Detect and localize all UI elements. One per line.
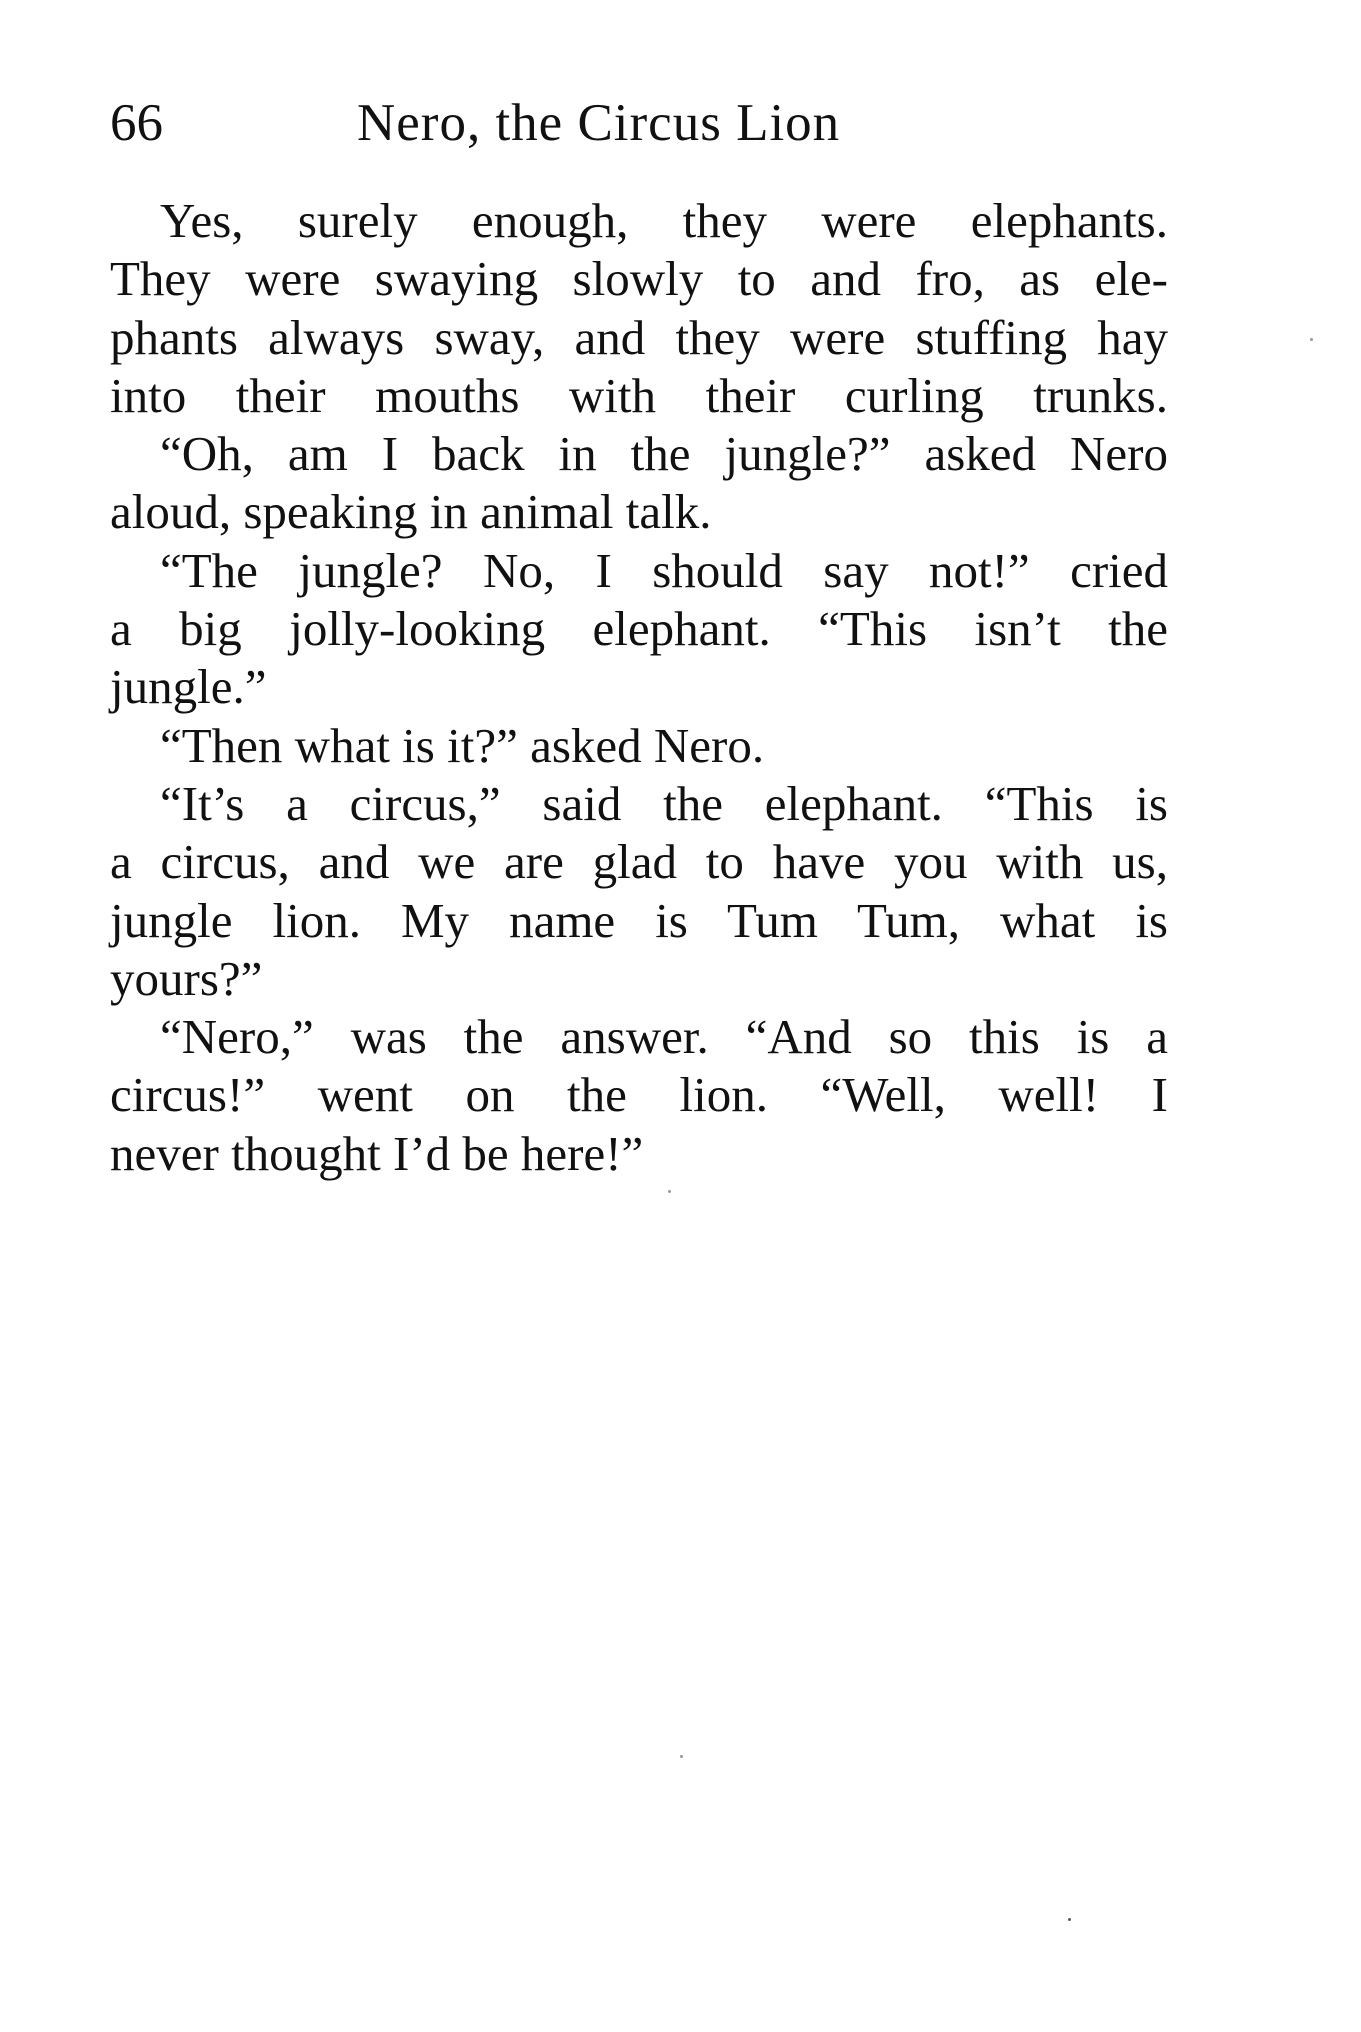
text-line: never thought I’d be here!”	[110, 1125, 644, 1181]
text-line: They were swaying slowly to and fro, as ele-	[110, 251, 1168, 307]
text-line: jungle.”	[110, 659, 267, 715]
text-line: “Nero,” was the answer. “And so this is a	[160, 1009, 1168, 1065]
text-line: “It’s a circus,” said the elephant. “This is	[160, 775, 1168, 831]
text-line: “Oh, am I back in the jungle?” asked Nero	[160, 426, 1168, 482]
body-text	[110, 192, 1168, 1183]
page-number: 66	[110, 94, 163, 152]
text-line: aloud, speaking in animal talk.	[110, 484, 712, 540]
scan-speck	[680, 1755, 683, 1758]
text-line: Yes, surely enough, they were elephants.	[160, 193, 1168, 248]
text-line: a circus, and we are glad to have you with us,	[110, 834, 1168, 890]
text-line: “Then what is it?” asked Nero.	[160, 717, 765, 773]
text-line: a big jolly-looking elephant. “This isn’t the	[110, 601, 1168, 657]
text-line: jungle lion. My name is Tum Tum, what is	[110, 892, 1168, 948]
scan-speck	[668, 1190, 671, 1193]
text-line: yours?”	[110, 950, 263, 1006]
text-line: circus!” went on the lion. “Well, well! I	[110, 1067, 1168, 1123]
text-line: phants always sway, and they were stuffing hay	[110, 309, 1168, 365]
page-header	[110, 88, 1170, 158]
scan-speck	[1310, 338, 1313, 341]
running-title: Nero, the Circus Lion	[357, 94, 841, 152]
text-line: into their mouths with their curling trunks.	[110, 367, 1168, 423]
text-line: “The jungle? No, I should say not!” cried	[160, 542, 1168, 598]
scan-speck	[1068, 1918, 1071, 1921]
